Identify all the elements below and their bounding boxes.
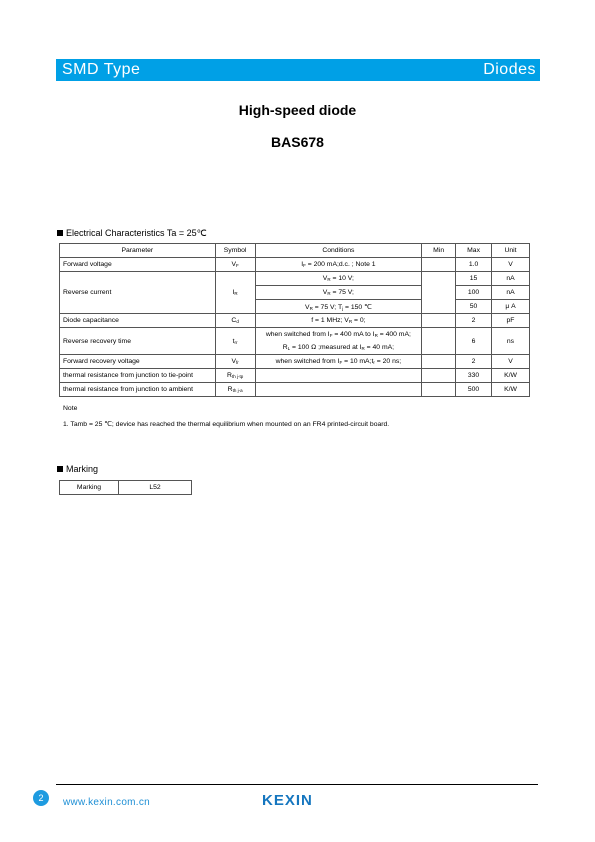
table-row: thermal resistance from junction to ambient $R_{th j-a}$ 500 K/W bbox=[60, 383, 530, 397]
kexin-logo: KEXIN bbox=[262, 792, 313, 809]
header-type: SMD Type bbox=[62, 61, 141, 78]
table-row: Reverse recovery time $t_{rr}$ when switched from $I_F = 400$ mA to $I_R = 400$ mA; 6 ns bbox=[60, 328, 530, 342]
header-category: Diodes bbox=[483, 61, 536, 78]
marking-table bbox=[59, 480, 192, 495]
header-unit: Unit bbox=[492, 244, 530, 258]
page-number-badge: 2 bbox=[33, 790, 49, 806]
electrical-section-heading: Electrical Characteristics Ta = 25℃ bbox=[57, 228, 207, 239]
footer-divider bbox=[56, 784, 538, 785]
table-row: Forward recovery voltage $V_{fr}$ when switched from $I_F = 10$ $mA;t_r = 20$ ns; 2 V bbox=[60, 355, 530, 369]
footer-url[interactable]: www.kexin.com.cn bbox=[63, 797, 151, 808]
marking-label: Marking bbox=[60, 481, 119, 495]
bullet-square-icon bbox=[57, 466, 63, 472]
header-symbol: Symbol bbox=[215, 244, 255, 258]
header-max: Max bbox=[456, 244, 492, 258]
note-1: 1. Tamb = 25 ℃; device has reached the thermal equilibrium when mounted on an FR4 printed-circuit board. bbox=[63, 421, 390, 428]
header-parameter: Parameter bbox=[60, 244, 216, 258]
marking-section-heading: Marking bbox=[57, 464, 98, 474]
header-conditions: Conditions bbox=[255, 244, 422, 258]
table-row: $V_R = 75$ V; $T_j = 150$ ℃ 50 μ A bbox=[60, 300, 530, 314]
table-row: thermal resistance from junction to tie-point $R_{th j-tp}$ 330 K/W bbox=[60, 369, 530, 383]
header-min: Min bbox=[422, 244, 456, 258]
bullet-square-icon bbox=[57, 230, 63, 236]
table-row: Diode capacitance $C_d$ f = 1 MHz; $V_R = 0$; 2 pF bbox=[60, 314, 530, 328]
table-row: $V_R = 75$ V; 100 nA bbox=[60, 286, 530, 300]
page-title: High-speed diode bbox=[238, 102, 357, 118]
header-banner bbox=[56, 59, 540, 81]
table-row: $R_L = 100$ Ω ;measured at $I_R = 40$ mA; bbox=[60, 341, 530, 355]
table-row: Reverse current $I_R$ $V_R = 10$ V; 15 nA bbox=[60, 272, 530, 286]
table-row: Forward voltage $V_F$ $I_F = 200$ mA;d.c. ; Note 1 1.0 V bbox=[60, 258, 530, 272]
marking-value: L52 bbox=[119, 481, 192, 495]
part-number: BAS678 bbox=[271, 134, 324, 150]
table-header-row bbox=[60, 244, 530, 258]
note-label: Note bbox=[63, 405, 78, 412]
electrical-characteristics-table bbox=[59, 243, 530, 397]
table-row bbox=[60, 481, 192, 495]
